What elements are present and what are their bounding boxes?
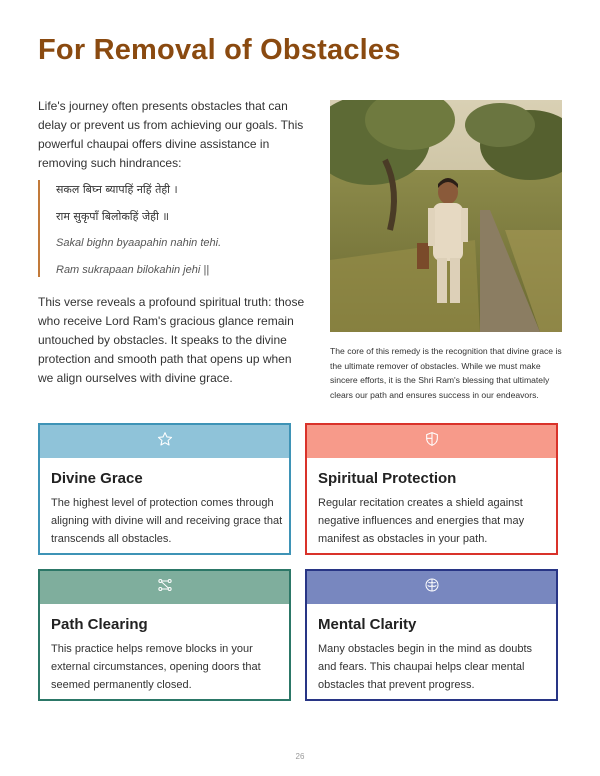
explanation-paragraph: This verse reveals a profound spiritual truth: those who receive Lord Ram's gracious glance remain untouched by obstacles. It speaks to the divine protection and smooth path that opens up when we align ourselves with divine grace.: [38, 295, 305, 385]
verse-transliteration-2: Ram sukrapaan bilokahin jehi ||: [56, 264, 210, 276]
card-header-band: [40, 425, 289, 458]
brain-icon: [424, 577, 440, 598]
card-path-clearing: [38, 569, 291, 701]
page-title: For Removal of Obstacles: [38, 34, 401, 66]
verse-line-2: राम सुकृपाँ बिलोकहिं जेही ॥: [56, 210, 169, 223]
card-text: This practice helps remove blocks in your external circumstances, opening doors that seemed permanently closed.: [51, 643, 261, 691]
card-header-band: [307, 425, 556, 458]
card-title: Path Clearing: [51, 616, 148, 633]
shield-icon: [424, 431, 440, 452]
verse-line-1: सकल बिघ्न ब्यापहिं नहिं तेही ।: [56, 183, 178, 196]
photo-caption: The core of this remedy is the recognition that divine grace is the ultimate remover of obstacles. While we must make sincere efforts, it is the Shri Ram's blessing that ultimately clears our path and ensures success in our endeavors.: [330, 346, 562, 400]
card-text: Many obstacles begin in the mind as doubts and fears. This chaupai helps clear mental obstacles that prevent progress.: [318, 643, 533, 691]
card-title: Divine Grace: [51, 470, 143, 487]
card-header-band: [307, 571, 556, 604]
page-number: 26: [295, 752, 305, 761]
intro-paragraph: Life's journey often presents obstacles that can delay or prevent us from achieving our goals. This powerful chaupai offers divine assistance in removing such hindrances:: [38, 99, 304, 170]
card-title: Spiritual Protection: [318, 470, 457, 487]
card-header-band: [40, 571, 289, 604]
route-icon: [156, 577, 174, 598]
star-icon: [157, 431, 173, 452]
card-text: The highest level of protection comes through aligning with divine will and receiving grace that transcends all obstacles.: [51, 497, 283, 545]
verse-transliteration-1: Sakal bighn byaapahin nahin tehi.: [56, 237, 222, 249]
card-title: Mental Clarity: [318, 616, 417, 633]
card-divine-grace: [38, 423, 291, 555]
card-spiritual-protection: [305, 423, 558, 555]
card-text: Regular recitation creates a shield against negative influences and energies that may manifest as obstacles in your path.: [318, 497, 525, 545]
verse-block: [38, 180, 300, 277]
card-mental-clarity: [305, 569, 558, 701]
man-walking-path-photo: [330, 100, 562, 332]
